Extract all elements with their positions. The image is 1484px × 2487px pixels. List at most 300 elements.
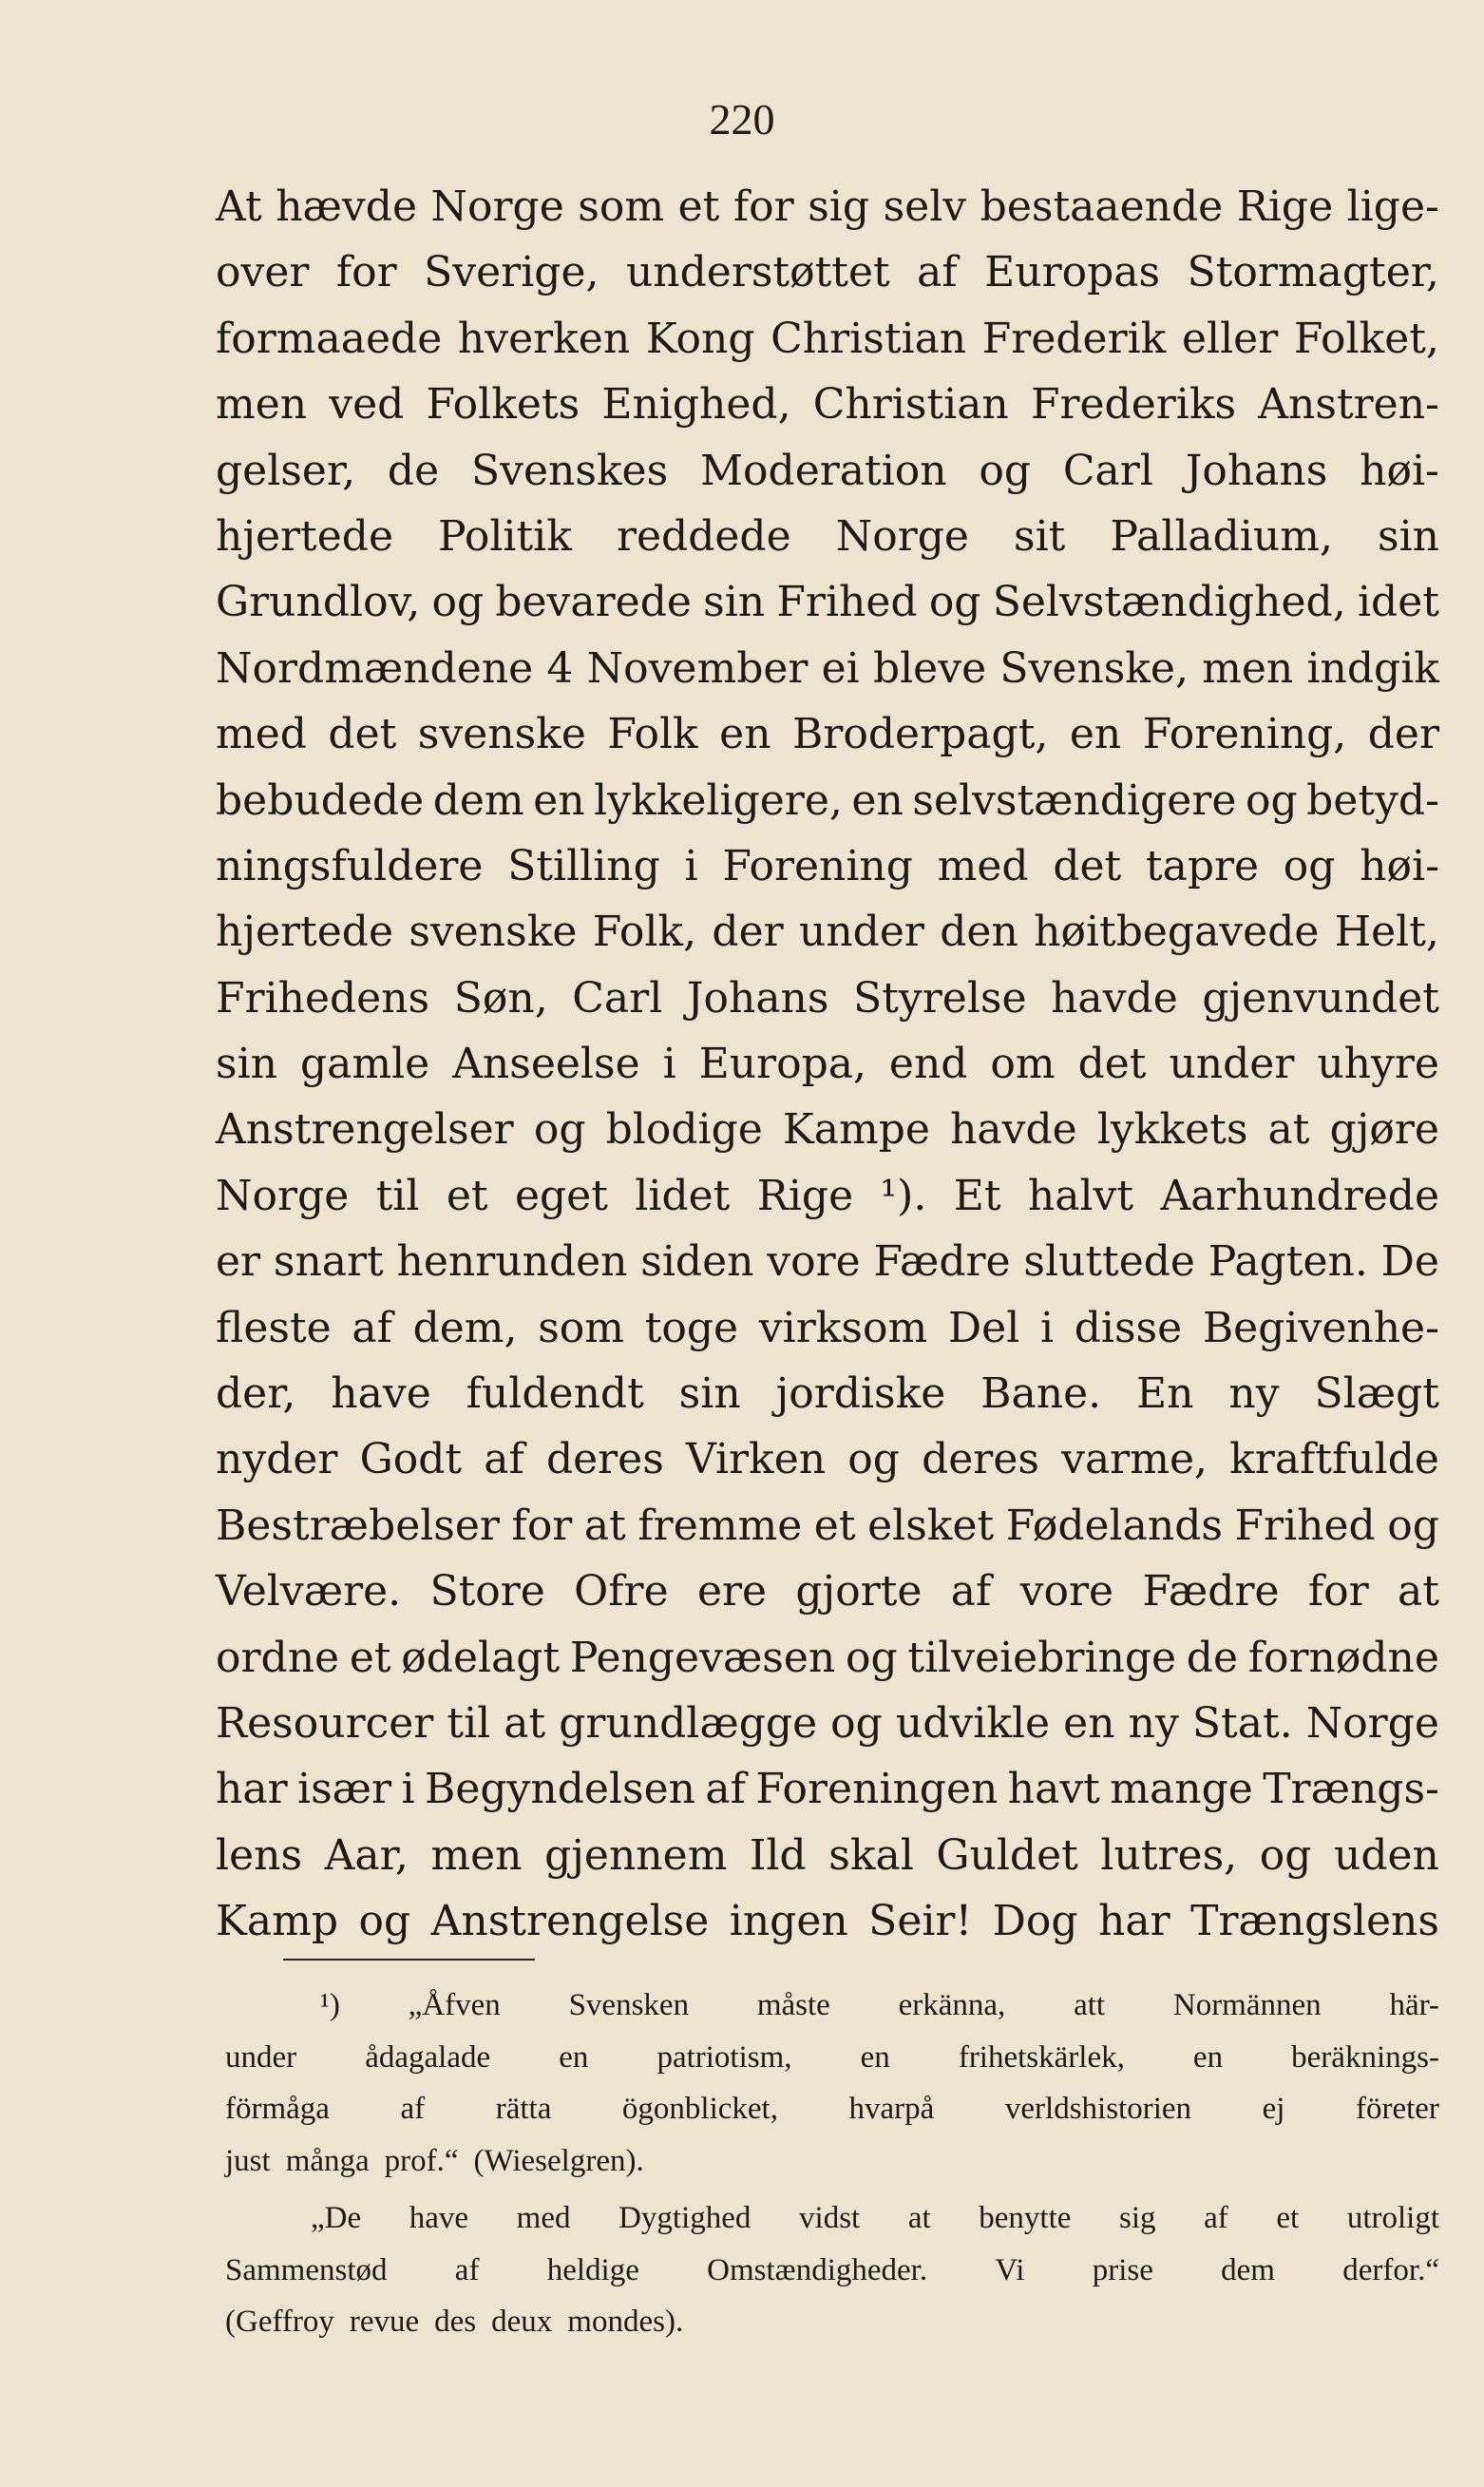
word: et bbox=[1276, 2201, 1300, 2235]
word: elsket bbox=[867, 1501, 995, 1550]
footnote-1 bbox=[225, 1980, 1439, 2187]
text-line bbox=[216, 1361, 1439, 1426]
footnote-2 bbox=[225, 2192, 1439, 2348]
word: lykkeligere, bbox=[594, 775, 843, 825]
word: skal bbox=[828, 1830, 914, 1880]
word: have bbox=[409, 2201, 469, 2235]
word: Aarhundrede bbox=[1160, 1171, 1439, 1220]
word: November bbox=[586, 643, 809, 693]
word: ¹) bbox=[320, 1988, 340, 2022]
word: mondes). bbox=[567, 2305, 684, 2339]
word: især bbox=[297, 1765, 392, 1814]
word: sit bbox=[1014, 511, 1066, 561]
word: erkänna, bbox=[898, 1988, 1006, 2022]
word: Et bbox=[953, 1171, 1001, 1220]
word: Svenskes bbox=[470, 446, 669, 495]
word: rätta bbox=[495, 2092, 552, 2126]
word: af bbox=[917, 248, 958, 297]
word: gjorte bbox=[795, 1567, 923, 1617]
word: selvstændigere bbox=[912, 775, 1237, 825]
text-line bbox=[216, 1823, 1439, 1888]
word: en bbox=[533, 775, 585, 825]
word: der bbox=[1367, 710, 1439, 759]
word: men bbox=[216, 380, 308, 430]
word: Del bbox=[947, 1303, 1020, 1352]
word: dem bbox=[432, 775, 524, 825]
word: have bbox=[331, 1369, 431, 1419]
word: lykkets bbox=[1096, 1105, 1248, 1155]
word: benytte bbox=[979, 2201, 1072, 2235]
footnote-line bbox=[225, 2296, 1439, 2348]
text-line bbox=[216, 569, 1439, 635]
word: Normännen bbox=[1172, 1988, 1322, 2022]
word: utroligt bbox=[1346, 2201, 1439, 2235]
word: Politik bbox=[438, 511, 572, 561]
word: gelser, bbox=[216, 446, 356, 495]
word: hjertede bbox=[216, 908, 393, 957]
word: og bbox=[431, 578, 485, 627]
word: toge bbox=[644, 1303, 739, 1352]
word: Virken bbox=[685, 1435, 827, 1484]
word: deux bbox=[491, 2305, 553, 2339]
word: med bbox=[216, 710, 307, 759]
word: til bbox=[375, 1171, 420, 1220]
word: „Åfven bbox=[408, 1988, 501, 2022]
word: vidst bbox=[799, 2201, 861, 2235]
word: snart bbox=[273, 1237, 384, 1287]
text-line bbox=[216, 1031, 1439, 1097]
word: Selvstændighed, bbox=[992, 578, 1346, 627]
word: lidet bbox=[635, 1171, 731, 1220]
text-line bbox=[216, 239, 1439, 305]
word: af bbox=[950, 1567, 992, 1617]
word: sig bbox=[1119, 2201, 1156, 2235]
word: af bbox=[1204, 2201, 1228, 2235]
word: understøttet bbox=[625, 248, 890, 297]
text-line bbox=[216, 1888, 1439, 1954]
word: betyd- bbox=[1306, 775, 1439, 825]
word: om bbox=[990, 1040, 1056, 1089]
word: Bane. bbox=[980, 1369, 1102, 1419]
word: og bbox=[1283, 841, 1336, 890]
word: den bbox=[940, 908, 1018, 957]
word: en bbox=[1063, 1698, 1115, 1748]
word: Christian bbox=[771, 314, 967, 363]
word: patriotism, bbox=[656, 2039, 792, 2075]
word: Foreningen bbox=[755, 1765, 999, 1814]
word: Pengevæsen bbox=[569, 1633, 836, 1682]
footnote-line bbox=[225, 2083, 1439, 2135]
word: men bbox=[430, 1830, 523, 1880]
word: Folk bbox=[607, 710, 698, 759]
word: som bbox=[578, 182, 665, 231]
word: dem bbox=[1221, 2252, 1275, 2287]
word: prise bbox=[1092, 2252, 1153, 2287]
word: ei bbox=[821, 643, 860, 693]
word: deres bbox=[545, 1435, 664, 1484]
text-line bbox=[216, 768, 1439, 833]
word: lige- bbox=[1346, 182, 1439, 231]
footnote-line bbox=[225, 2245, 1439, 2297]
word: Slægt bbox=[1314, 1369, 1439, 1419]
word: en bbox=[719, 710, 771, 759]
text-line bbox=[216, 966, 1439, 1031]
word: at bbox=[907, 2201, 931, 2235]
word: Anseelse bbox=[452, 1040, 640, 1089]
text-line bbox=[216, 504, 1439, 569]
word: Fødelands bbox=[1005, 1501, 1223, 1550]
word: ødelagt bbox=[401, 1633, 561, 1682]
word: Store bbox=[429, 1567, 545, 1617]
word: Norge bbox=[430, 182, 564, 231]
word: Styrelse bbox=[853, 973, 1027, 1023]
footnote-line bbox=[225, 1980, 1439, 2032]
word: disse bbox=[1074, 1303, 1183, 1352]
word: svenske bbox=[417, 710, 586, 759]
word: mange bbox=[1110, 1765, 1253, 1814]
word: företer bbox=[1355, 2092, 1439, 2126]
word: Forening, bbox=[1142, 710, 1347, 759]
word: frihetskärlek, bbox=[958, 2039, 1125, 2075]
word: ådagalade bbox=[365, 2039, 491, 2075]
word: Frederik bbox=[981, 314, 1167, 363]
word: (Geffroy bbox=[225, 2305, 334, 2339]
word: ved bbox=[329, 380, 405, 430]
word: sin bbox=[678, 1369, 741, 1419]
word: Sverige, bbox=[424, 248, 599, 297]
word: i bbox=[684, 841, 698, 890]
word: høi- bbox=[1360, 841, 1439, 890]
word: gjøre bbox=[1329, 1105, 1439, 1155]
text-line bbox=[216, 833, 1439, 899]
word: Kampe bbox=[782, 1105, 930, 1155]
word: et bbox=[813, 1501, 856, 1550]
word: Palladium, bbox=[1110, 511, 1333, 561]
word: af bbox=[484, 1435, 524, 1484]
word: indgik bbox=[1306, 643, 1439, 693]
word: Kamp bbox=[216, 1897, 338, 1946]
word: udvikle bbox=[895, 1698, 1051, 1748]
word: deres bbox=[922, 1435, 1039, 1484]
word: eget bbox=[514, 1171, 608, 1220]
word: et bbox=[349, 1633, 391, 1682]
word: Helt, bbox=[1334, 908, 1439, 957]
word: det bbox=[1053, 841, 1122, 890]
word: Frihed bbox=[1234, 1501, 1376, 1550]
word: beräknings- bbox=[1291, 2039, 1439, 2075]
word: og bbox=[846, 1633, 898, 1682]
text-line bbox=[216, 701, 1439, 767]
word: Ild bbox=[750, 1830, 807, 1880]
word: (Wieselgren). bbox=[473, 2143, 644, 2178]
word: ordne bbox=[216, 1633, 340, 1682]
word: Fædre bbox=[1142, 1567, 1280, 1617]
word: Trængs- bbox=[1263, 1765, 1439, 1814]
word: det bbox=[328, 710, 397, 759]
text-line bbox=[216, 1559, 1439, 1624]
word: sin bbox=[703, 578, 766, 627]
word: fremme bbox=[637, 1501, 803, 1550]
word: havt bbox=[1007, 1765, 1100, 1814]
word: Anstrengelser bbox=[216, 1105, 514, 1155]
word: svenske bbox=[409, 908, 578, 957]
word: selv bbox=[883, 182, 967, 231]
word: ny bbox=[1128, 1698, 1179, 1748]
word: måste bbox=[756, 1988, 830, 2022]
word: tilveiebringe bbox=[907, 1633, 1177, 1682]
word: at bbox=[1398, 1567, 1439, 1617]
word: Dog bbox=[992, 1897, 1078, 1946]
word: har bbox=[216, 1765, 288, 1814]
text-line bbox=[216, 372, 1439, 437]
word: Christian bbox=[812, 380, 1009, 430]
word: under bbox=[799, 908, 924, 957]
word: hævde bbox=[276, 182, 417, 231]
text-line bbox=[216, 1229, 1439, 1294]
word: gjenvundet bbox=[1202, 973, 1439, 1023]
word: et bbox=[446, 1171, 488, 1220]
word: de bbox=[1186, 1633, 1238, 1682]
word: „De bbox=[311, 2201, 362, 2235]
word: hvarpå bbox=[848, 2092, 935, 2126]
word: gamle bbox=[299, 1040, 430, 1089]
word: Carl bbox=[1062, 446, 1153, 495]
word: sin bbox=[216, 1040, 277, 1089]
word: Nordmændene bbox=[216, 643, 534, 693]
word: Folkets bbox=[426, 380, 580, 430]
word: Stilling bbox=[507, 841, 660, 890]
word: blodige bbox=[605, 1105, 763, 1155]
word: At bbox=[216, 182, 262, 231]
word: kraftfulde bbox=[1229, 1435, 1439, 1484]
word: under bbox=[225, 2039, 297, 2075]
word: dem, bbox=[412, 1303, 518, 1352]
word: hjertede bbox=[216, 511, 393, 561]
word: Europa, bbox=[698, 1040, 866, 1089]
word: sluttede bbox=[1023, 1237, 1195, 1287]
word: for bbox=[335, 248, 397, 297]
word: for bbox=[1307, 1567, 1369, 1617]
word: Godt bbox=[359, 1435, 463, 1484]
word: Carl bbox=[572, 973, 663, 1023]
word: det bbox=[1077, 1040, 1147, 1089]
word: Norge bbox=[835, 511, 969, 561]
word: bleve bbox=[872, 643, 987, 693]
word: havde bbox=[950, 1105, 1077, 1155]
footnote-divider bbox=[283, 1959, 535, 1961]
word: af bbox=[352, 1303, 392, 1352]
word: En bbox=[1136, 1369, 1194, 1419]
word: fleste bbox=[216, 1303, 332, 1352]
word: en bbox=[1069, 710, 1122, 759]
word: Rige bbox=[756, 1171, 854, 1220]
word: ny bbox=[1228, 1369, 1280, 1419]
text-line bbox=[216, 899, 1439, 965]
text-line bbox=[216, 1163, 1439, 1229]
word: af bbox=[400, 2092, 426, 2126]
word: sig bbox=[808, 182, 870, 231]
text-line bbox=[216, 1493, 1439, 1559]
word: bevarede bbox=[495, 578, 692, 627]
word: Stat. bbox=[1191, 1698, 1293, 1748]
text-line bbox=[216, 306, 1439, 372]
page-number: 220 bbox=[709, 95, 775, 143]
word: grundlægge bbox=[559, 1698, 818, 1748]
word: Trængslens bbox=[1190, 1897, 1439, 1946]
footnotes bbox=[225, 1980, 1439, 2348]
word: Velvære. bbox=[216, 1567, 402, 1617]
word: og bbox=[533, 1105, 586, 1155]
word: for bbox=[732, 182, 794, 231]
word: og bbox=[358, 1897, 411, 1946]
text-line bbox=[216, 1756, 1439, 1822]
word: af bbox=[705, 1765, 746, 1814]
word: Johans bbox=[686, 973, 829, 1023]
body-text bbox=[216, 174, 1439, 1955]
text-line bbox=[216, 1426, 1439, 1492]
word: under bbox=[1169, 1040, 1295, 1089]
word: siden bbox=[640, 1237, 754, 1287]
word: ningsfuldere bbox=[216, 841, 484, 890]
word: Forening bbox=[722, 841, 913, 890]
word: en bbox=[559, 2039, 589, 2075]
word: Begyndelsen bbox=[425, 1765, 695, 1814]
word: hverken bbox=[457, 314, 631, 363]
word: lens bbox=[216, 1830, 303, 1880]
word: i bbox=[401, 1765, 415, 1814]
word: Frihed bbox=[776, 578, 918, 627]
word: uhyre bbox=[1317, 1040, 1439, 1089]
word: at bbox=[583, 1501, 626, 1550]
word: høi- bbox=[1360, 446, 1439, 495]
word: der, bbox=[216, 1369, 296, 1419]
word: Aar, bbox=[324, 1830, 409, 1880]
word: Moderation bbox=[700, 446, 947, 495]
word: Resourcer bbox=[216, 1698, 434, 1748]
word: fornødne bbox=[1247, 1633, 1439, 1682]
word: høitbegavede bbox=[1034, 908, 1320, 957]
text-line bbox=[216, 438, 1439, 504]
word: Bestræbelser bbox=[216, 1501, 500, 1550]
word: og bbox=[830, 1698, 883, 1748]
word: at bbox=[504, 1698, 546, 1748]
word: Begivenhe- bbox=[1202, 1303, 1439, 1352]
word: over bbox=[216, 248, 310, 297]
word: har bbox=[1098, 1897, 1170, 1946]
word: men bbox=[1202, 643, 1294, 693]
word: derfor.“ bbox=[1342, 2252, 1439, 2287]
word: Svenske, bbox=[999, 643, 1189, 693]
word: ingen bbox=[729, 1897, 848, 1946]
word: des bbox=[434, 2305, 477, 2339]
word: nyder bbox=[216, 1435, 338, 1484]
word: og bbox=[1259, 1830, 1312, 1880]
word: henrunden bbox=[396, 1237, 628, 1287]
word: en bbox=[1192, 2039, 1224, 2075]
word: og bbox=[847, 1435, 900, 1484]
word: og bbox=[928, 578, 981, 627]
footnote-line bbox=[225, 2032, 1439, 2084]
word: vore bbox=[767, 1237, 861, 1287]
word: Omstændigheder. bbox=[707, 2252, 928, 2287]
text-line bbox=[216, 1295, 1439, 1361]
word: og bbox=[979, 446, 1032, 495]
word: just bbox=[225, 2143, 271, 2178]
word: De bbox=[1380, 1237, 1439, 1287]
word: i bbox=[662, 1040, 676, 1089]
text-line bbox=[216, 636, 1439, 701]
word: Broderpagt, bbox=[792, 710, 1049, 759]
word: Johans bbox=[1185, 446, 1328, 495]
word: många bbox=[285, 2143, 370, 2178]
word: til bbox=[447, 1698, 491, 1748]
word: Anstren- bbox=[1258, 380, 1439, 430]
word: halvt bbox=[1027, 1171, 1134, 1220]
word: Guldet bbox=[936, 1830, 1078, 1880]
word: Ofre bbox=[574, 1567, 669, 1617]
word: formaaede bbox=[216, 314, 443, 363]
word: virksom bbox=[758, 1303, 928, 1352]
word: prof.“ bbox=[384, 2143, 459, 2178]
word: Fædre bbox=[873, 1237, 1011, 1287]
word: end bbox=[888, 1040, 968, 1089]
word: et bbox=[677, 182, 720, 231]
text-line bbox=[216, 174, 1439, 239]
word: uden bbox=[1334, 1830, 1439, 1880]
word: här- bbox=[1389, 1988, 1439, 2022]
word: 4 bbox=[546, 643, 574, 693]
word: at bbox=[1267, 1105, 1310, 1155]
text-line bbox=[216, 1691, 1439, 1756]
word: Folket, bbox=[1293, 314, 1439, 363]
word: ¹). bbox=[880, 1171, 927, 1220]
word: revue bbox=[349, 2305, 420, 2339]
word: Europas bbox=[984, 248, 1161, 297]
word: idet bbox=[1357, 578, 1439, 627]
word: i bbox=[1039, 1303, 1055, 1352]
word: sin bbox=[1378, 511, 1439, 561]
word: bestaaende bbox=[980, 182, 1224, 231]
word: der bbox=[712, 908, 784, 957]
word: fuldendt bbox=[466, 1369, 644, 1419]
word: ögonblicket, bbox=[621, 2092, 778, 2126]
word: Pagten. bbox=[1208, 1237, 1368, 1287]
word: reddede bbox=[616, 511, 791, 561]
word: bebudede bbox=[216, 775, 425, 825]
word: Norge bbox=[1305, 1698, 1439, 1748]
word: de bbox=[387, 446, 440, 495]
word: Stormagter, bbox=[1187, 248, 1439, 297]
word: af bbox=[454, 2252, 480, 2287]
footnote-line bbox=[225, 2192, 1439, 2245]
word: gjennem bbox=[544, 1830, 728, 1880]
word: for bbox=[511, 1501, 573, 1550]
word: Anstrengelse bbox=[430, 1897, 710, 1946]
word: förmåga bbox=[225, 2092, 330, 2126]
text-line bbox=[216, 1097, 1439, 1162]
word: Dygtighed bbox=[618, 2201, 752, 2235]
word: og bbox=[1387, 1501, 1439, 1550]
word: vore bbox=[1019, 1567, 1114, 1617]
footnote-line bbox=[225, 2135, 1439, 2188]
word: Grundlov, bbox=[216, 578, 421, 627]
word: Seir! bbox=[868, 1897, 973, 1946]
word: tapre bbox=[1145, 841, 1260, 890]
word: Sammenstød bbox=[225, 2252, 388, 2287]
word: Norge bbox=[216, 1171, 350, 1220]
word: havde bbox=[1051, 973, 1178, 1023]
word: Frederiks bbox=[1030, 380, 1237, 430]
